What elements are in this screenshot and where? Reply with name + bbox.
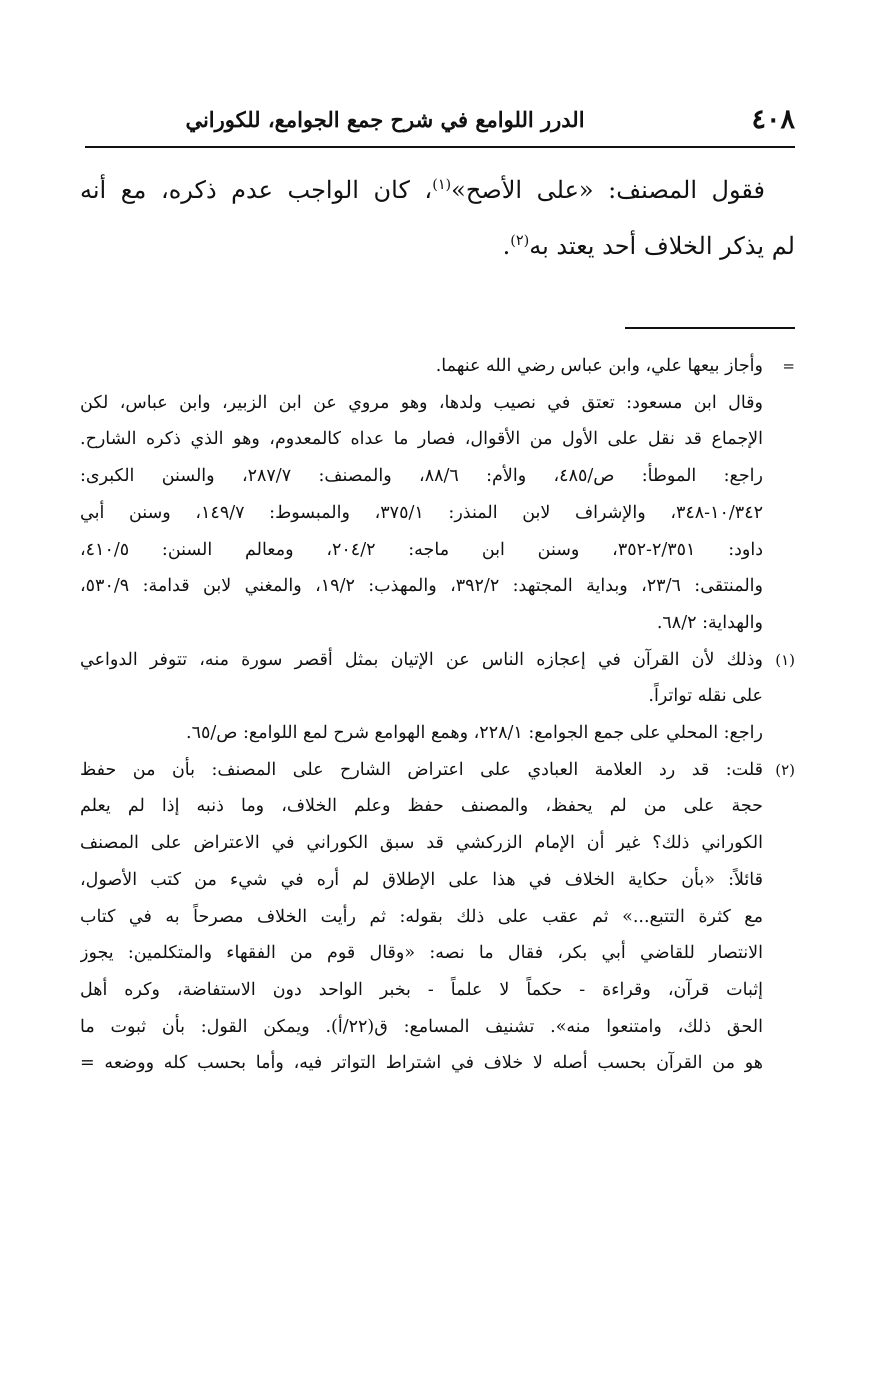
footnote-line: إثبات قرآن، وقراءة - حكماً لا علماً - بخبر الواحد دون الاستفاضة، وكره أهل <box>80 979 763 1000</box>
footnote-line: هو من القرآن بحسب أصله لا خلاف في اشتراط التواتر فيه، وأما بحسب كله ووضعه = <box>80 1053 763 1074</box>
footnote-line: حجة على من لم يحفظ، والمصنف حفظ وعلم الخلاف، وما ذنبه إذا لم يعلم <box>80 796 763 817</box>
footnote-reference: (٢) <box>510 233 530 249</box>
running-title: الدرر اللوامع في شرح جمع الجوامع، للكوراني <box>185 107 585 132</box>
page-number: ٤٠٨ <box>751 104 795 135</box>
footnote-line: والمنتقى: ٢٣/٦، وبداية المجتهد: ٣٩٢/٢، والمهذب: ١٩/٢، والمغني لابن قدامة: ٥٣٠/٩، <box>80 576 763 597</box>
footnote-line: الكوراني ذلك؟ غير أن الإمام الزركشي قد سبق الكوراني في الاعتراض على المصنف <box>80 833 763 854</box>
footnote-line: الانتصار للقاضي أبي بكر، فقال ما نصه: «وقال قوم من الفقهاء والمتكلمين: يجوز <box>80 943 763 964</box>
footnote-separator <box>625 327 795 329</box>
header-divider <box>85 146 795 148</box>
footnote-line: والهداية: ٦٨/٢. <box>656 612 763 633</box>
footnote-reference: (١) <box>432 177 452 193</box>
footnote-line: ١٠/٣٤٢-٣٤٨، والإشراف لابن المنذر: ٣٧٥/١، والمبسوط: ١٤٩/٧، وسنن أبي <box>80 502 763 523</box>
footnote-line: = وأجاز بيعها علي، وابن عباس رضي الله عنهما. <box>80 348 795 385</box>
footnote-marker: (١) <box>775 650 795 669</box>
footnote-line: (١) وذلك لأن القرآن في إعجازه الناس عن الإتيان بمثل أقصر سورة منه، تتوفر الدواعي <box>80 642 795 679</box>
footnote-line: داود: ٢/٣٥١-٣٥٢، وسنن ابن ماجه: ٢٠٤/٢، ومعالم السنن: ٤١٠/٥، <box>80 539 764 560</box>
footnote-line: راجع: المحلي على جمع الجوامع: ٢٢٨/١، وهمع الهوامع شرح لمع اللوامع: ص/٦٥. <box>186 723 763 744</box>
main-text-line: فقول المصنف: «على الأصح»$^{(١)}$، كان الواجب عدم ذكره، مع أنه <box>80 176 765 204</box>
main-text <box>80 162 795 274</box>
footnote-line: الحق ذلك، وامتنعوا منه». تشنيف المسامع: ق(٢٢/أ). ويمكن القول: بأن ثبوت ما <box>80 1016 763 1037</box>
footnote-line: وقال ابن مسعود: تعتق في نصيب ولدها، وهو مروي عن ابن الزبير، وابن عباس، لكن <box>80 392 763 413</box>
page-header <box>85 102 795 138</box>
footnote-line: قائلاً: «بأن حكاية الخلاف في هذا على الإطلاق لم أره في شيء من كتب الأصول، <box>80 869 763 890</box>
footnotes <box>80 348 795 1082</box>
continuation-marker: = <box>782 357 795 375</box>
main-text-line: لم يذكر الخلاف أحد يعتد به$^{(٢)}$. <box>502 232 795 260</box>
footnote-line: مع كثرة التتبع...» ثم عقب على ذلك بقوله: ثم رأيت الخلاف مصرحاً به في كتاب <box>80 906 763 927</box>
footnote-line: راجع: الموطأ: ص/٤٨٥، والأم: ٨٨/٦، والمصنف: ٢٨٧/٧، والسنن الكبرى: <box>80 466 763 487</box>
footnote-line: الإجماع قد نقل على الأول من الأقوال، فصار ما عداه كالمعدوم، وهو الذي ذكره الشارح. <box>80 429 763 450</box>
footnote-marker: (٢) <box>775 760 795 779</box>
footnote-line: على نقله تواتراً. <box>648 686 763 707</box>
footnote-line: (٢) قلت: قد رد العلامة العبادي على اعتراض الشارح على المصنف: بأن من حفظ <box>80 752 795 789</box>
